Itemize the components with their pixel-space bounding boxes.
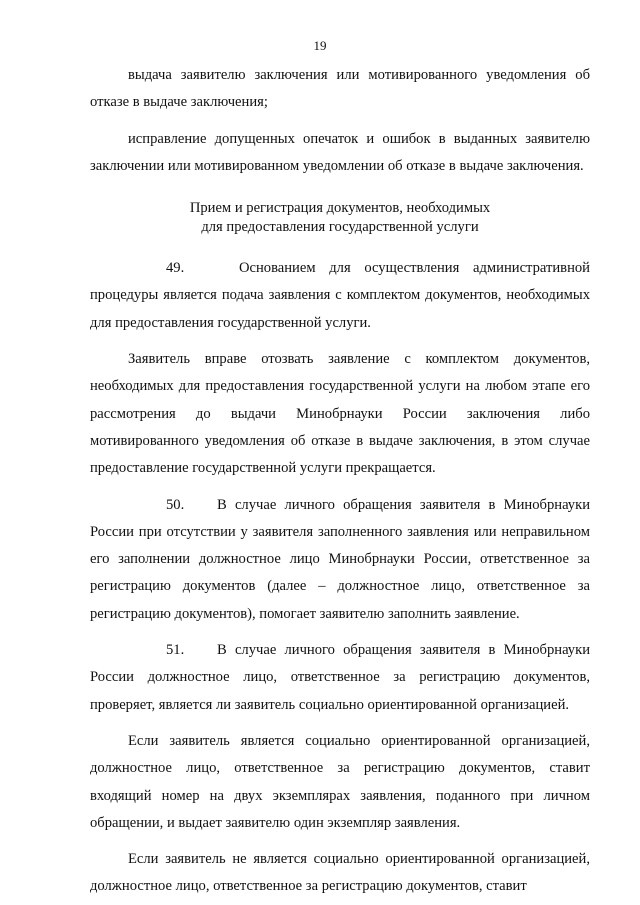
paragraph-51-text: В случае личного обращения заявителя в Минобрнауки России должностное лицо, ответственное за регистрацию документов, проверяет, является ли заявитель социально ориентированной организацией. <box>90 642 591 713</box>
paragraph-50-number: 50. <box>166 496 185 513</box>
paragraph-51 <box>90 637 590 719</box>
paragraph-49 <box>90 255 590 337</box>
paragraph-49-number: 49. <box>166 260 185 277</box>
document-body <box>90 62 590 901</box>
section-heading-line-2: для предоставления государственной услуги <box>201 219 479 236</box>
section-heading-line-1: Прием и регистрация документов, необходимых <box>189 200 491 217</box>
paragraph-49-text: Основанием для осуществления административной процедуры является подача заявления с комплектом документов, необходимых для предоставления государственной услуги. <box>90 260 590 331</box>
paragraph-if-not-socially-oriented: Если заявитель не является социально ориентированной организацией, должностное лицо, ответственное за регистрацию документов, ставит <box>90 851 590 895</box>
paragraph-correction: исправление допущенных опечаток и ошибок в выданных заявителю заключении или мотивированном уведомлении об отказе в выдаче заключения. <box>90 130 590 174</box>
paragraph-issue-conclusion: выдача заявителю заключения или мотивированного уведомления об отказе в выдаче заключения; <box>90 67 590 111</box>
paragraph-withdraw: Заявитель вправе отозвать заявление с комплектом документов, необходимых для предоставления государственной услуги на любом этапе его рассмотрения до выдачи Минобрнауки России заключения либо мотивированного уведомления об отказе в выдаче заключения, в этом случае предоставление государственной услуги прекращается. <box>90 351 590 477</box>
page-number: 19 <box>313 38 327 53</box>
paragraph-if-socially-oriented: Если заявитель является социально ориентированной организацией, должностное лицо, ответственное за регистрацию документов, ставит входящий номер на двух экземплярах заявления, поданного при личном обращении, и выдает заявителю один экземпляр заявления. <box>90 732 590 831</box>
paragraph-50-text: В случае личного обращения заявителя в Минобрнауки России при отсутствии у заявителя заполненного заявления или неправильном его заполнении должностное лицо Минобрнауки России, ответственное за регистрацию документов (далее – должностное лицо, ответственное за регистрацию документов), помогает заявителю заполнить заявление. <box>90 496 591 622</box>
paragraph-51-number: 51. <box>166 642 185 659</box>
paragraph-50 <box>90 492 590 628</box>
section-heading <box>90 199 590 237</box>
